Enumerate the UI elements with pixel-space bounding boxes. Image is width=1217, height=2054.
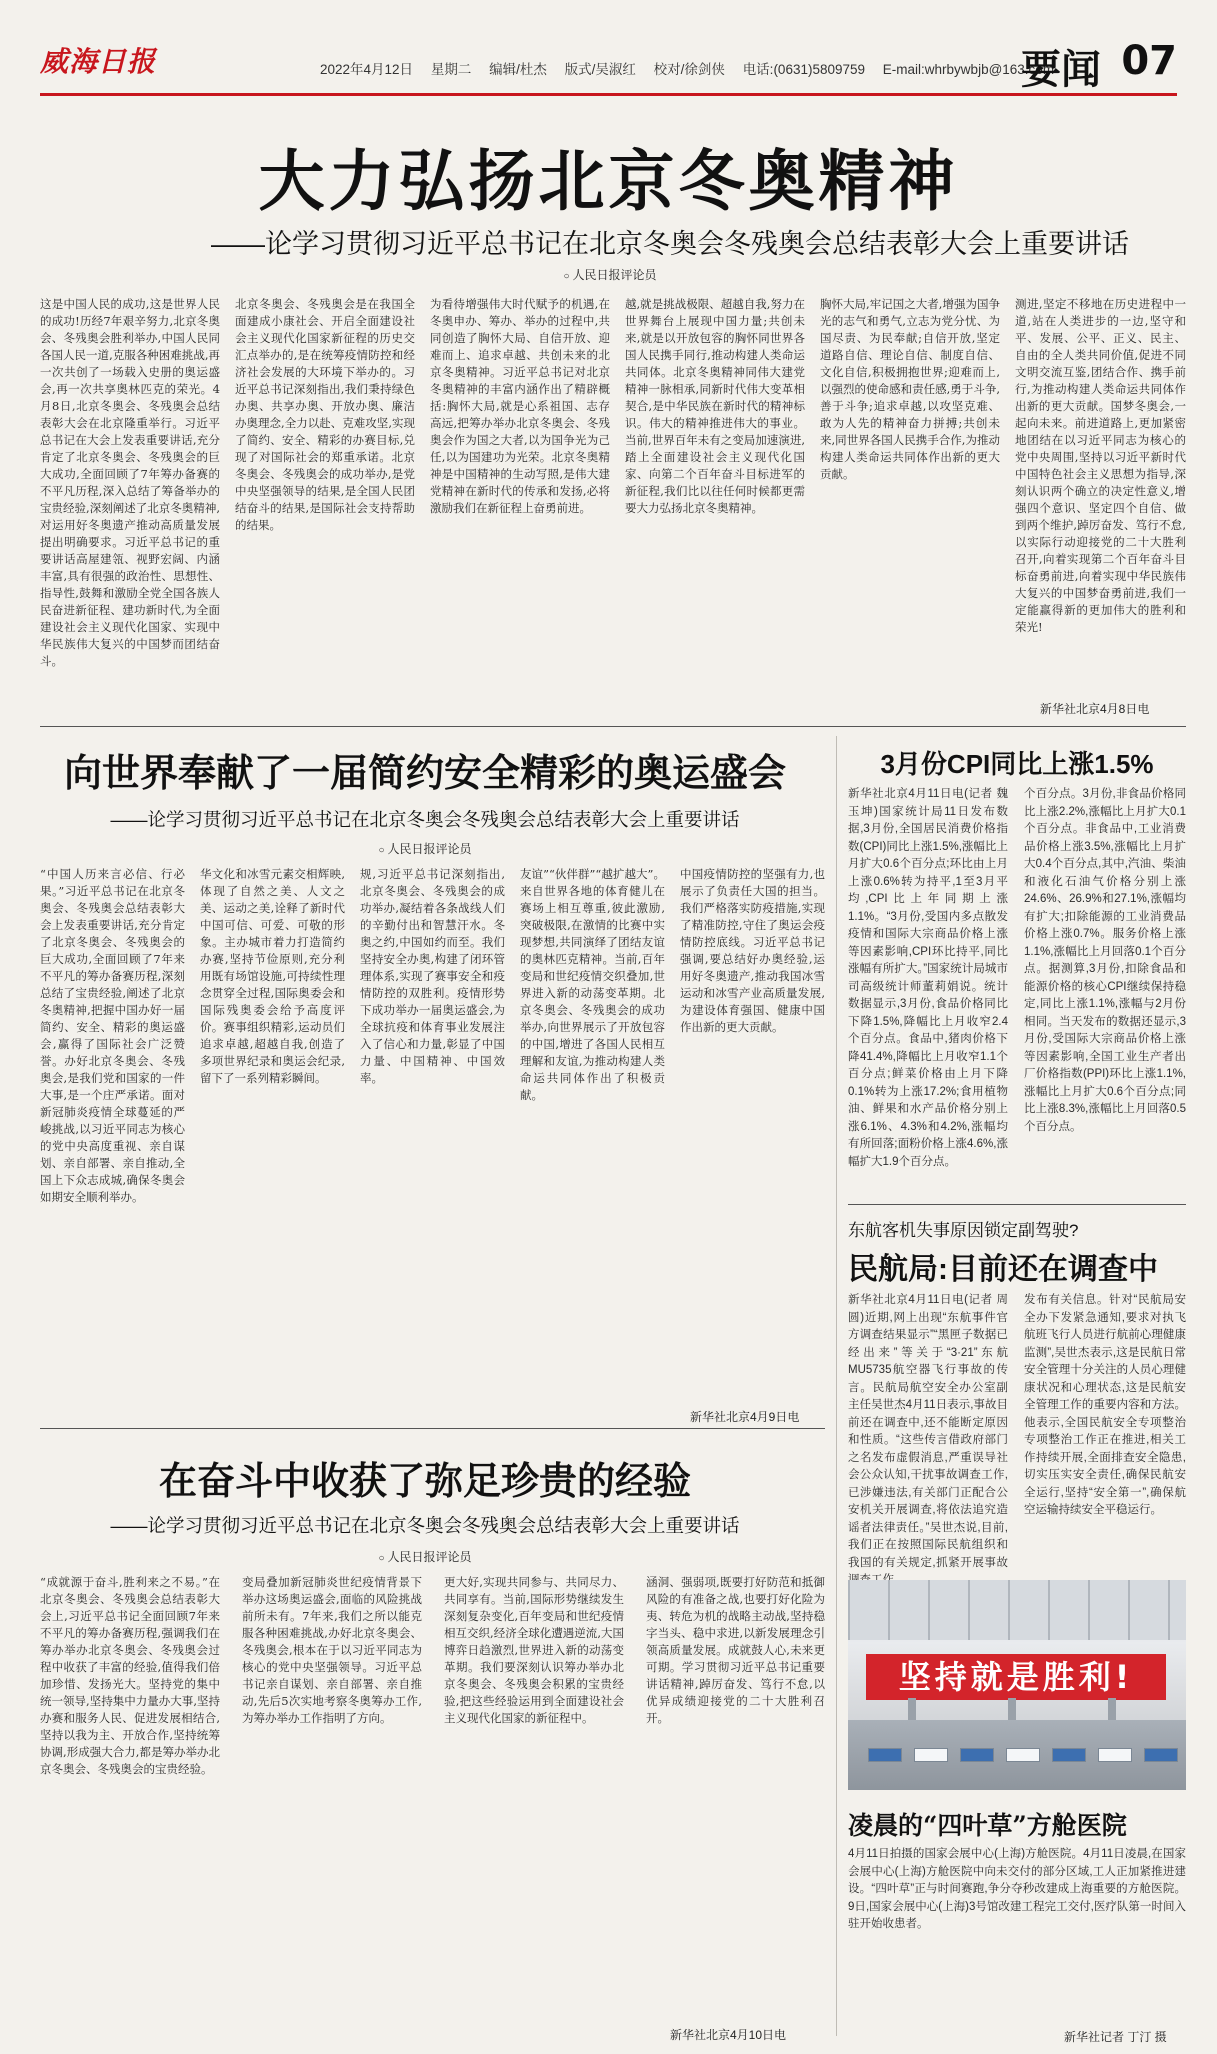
article3-source: ○ 人民日报评论员 bbox=[360, 1548, 490, 1565]
photo-bed bbox=[960, 1748, 994, 1762]
email: E-mail:whrbywbjb@163.com bbox=[882, 62, 1055, 77]
issue-meta bbox=[320, 58, 1068, 78]
article2-body bbox=[40, 866, 825, 1402]
article1-source: ○ 人民日报评论员 bbox=[540, 266, 680, 283]
editor-credit: 编辑/杜杰 bbox=[489, 62, 547, 77]
article3-subhead: ——论学习贯彻习近平总书记在北京冬奥会冬残奥会总结表彰大会上重要讲话 bbox=[110, 1515, 740, 1536]
article3-col: 更大好,实现共同参与、共同尽力、共同享有。当前,国际形势继续发生深刻复杂变化,百年变局和世纪疫情相互交织,经济全球化遭遇逆流,大国博弈日趋激烈,世界进入新的动荡变革期。我们要深刻认识筹办举办北京冬奥会、冬残奥会积累的宝贵经验,把这些经验运用到全面建设社会主义现代化国家的新征程中。 bbox=[444, 1575, 624, 1725]
phone: 电话:(0631)5809759 bbox=[742, 62, 866, 77]
article2-col: “中国人历来言必信、行必果。”习近平总书记在北京冬奥会、冬残奥会总结表彰大会上发表重要讲话,充分肯定了北京冬奥会、冬残奥会的巨大成功,全面回顾了7年来不平凡的筹办备赛历程,深刻总结了宝贵经验,阐述了北京冬奥精神,把握中国办好一届简约、安全、精彩的奥运盛会,赢得了国际社会广泛赞誉。办好北京冬奥会、冬残奥会,是我们党和国家的一件大事,是一个庄严承诺。面对新冠肺炎疫情全球蔓延的严峻挑战,以习近平同志为核心的党中央高度重视、亲自谋划、亲自部署、亲自推动,全国上下众志成城,确保冬奥会如期安全顺利举办。 bbox=[40, 867, 185, 1204]
cpi-body-col: 新华社北京4月11日电(记者 魏玉坤)国家统计局11日发布数据,3月份,全国居民消费价格指数(CPI)同比上涨1.5%,涨幅比上月扩大0.6个百分点;环比由上月上涨0.6%转为持平,1至3月平均,CPI比上年同期上涨1.1%。“3月份,受国内多点散发疫情和国际大宗商品价格上涨等因素影响,CPI环比持平,同比涨幅有所扩大。”国家统计局城市司高级统计师董莉娟说。统计数据显示,3月份,食品价格同比下降1.5%,降幅比上月收窄2.4个百分点。食品中,猪肉价格下降41.4%,降幅比上月收窄1.1个百分点;鲜菜价格由上月下降0.1%转为上涨17.2%;食用植物油、鲜果和水产品价格分别上涨6.1%、4.3%和4.2%,涨幅均有所回落;面粉价格上涨4.6%,涨幅扩大1.9个百分点。 bbox=[848, 788, 1008, 1168]
fangcang-hospital-photo bbox=[848, 1580, 1186, 1790]
article3-col: 涵洞、强弱项,既要打好防范和抵御风险的有准备之战,也要打好化险为夷、转危为机的战略主动战,坚持稳字当头、稳中求进,以新发展理念引领高质量发展。成就鼓人心,未来更可期。学习贯彻习近平总书记重要讲话精神,踔厉奋发、笃行不怠,以优异成绩迎接党的二十大胜利召开。 bbox=[646, 1575, 825, 1725]
article1-col: 这是中国人民的成功,这是世界人民的成功!历经7年艰辛努力,北京冬奥会、冬残奥会胜利举办,中国人民同各国人民一道,克服各种困难挑战,再一次共创了一场载入史册的奥运盛会,再一次共享奥林匹克的荣光。4月8日,北京冬奥会、冬残奥会总结表彰大会在北京隆重举行。习近平总书记在大会上发表重要讲话,充分肯定了北京冬奥会、冬残奥会的巨大成功,全面回顾了7年筹办备赛的不平凡历程,深入总结了筹备举办的宝贵经验,深刻阐述了北京冬奥精神,对运用好冬奥遗产推动高质量发展提出明确要求。习近平总书记的重要讲话高屋建瓴、视野宏阔、内涵丰富,具有很强的政治性、思想性、指导性,鼓舞和激励全党全国各族人民奋进新征程、建功新时代,为全面建设社会主义现代化国家、实现中华民族伟大复兴的中国梦而团结奋斗。 bbox=[40, 297, 220, 668]
photo-bed bbox=[1052, 1748, 1086, 1762]
article3-signoff: 新华社北京4月10日电 bbox=[670, 2028, 787, 2042]
photo-banner: 坚持就是胜利! bbox=[866, 1654, 1166, 1700]
article1-col: 为看待增强伟大时代赋予的机遇,在冬奥申办、筹办、举办的过程中,共同创造了胸怀大局、自信开放、迎难而上、追求卓越、共创未来的北京冬奥精神。习近平总书记对北京冬奥精神的丰富内涵作出了精辟概括:胸怀大局,就是心系祖国、志存高远,把筹办举办北京冬奥会、冬残奥会作为国之大者,以为国争光为己任,以为国建功为光荣。北京冬奥精神是中国精神的生动写照,是伟大建党精神在新时代的传承和发扬,必将激励我们在新征程上奋勇前进。 bbox=[430, 297, 610, 515]
article2-col: 华文化和冰雪元素交相辉映,体现了自然之美、人文之美、运动之美,诠释了新时代中国可信、可爱、可敬的形象。主办城市着力打造简约办赛,坚持节俭原则,充分利用既有场馆设施,可持续性理念贯穿全过程,国际奥委会和国际残奥委会给予高度评价。赛事组织精彩,运动员们追求卓越,超越自我,创造了多项世界纪录和奥运会纪录,留下了一系列精彩瞬间。 bbox=[200, 867, 345, 1085]
article3-headline: 在奋斗中收获了弥足珍贵的经验 bbox=[158, 1458, 691, 1503]
section-title: 要闻 bbox=[1021, 47, 1101, 93]
issue-weekday: 星期二 bbox=[430, 62, 472, 77]
article3-col: 变局叠加新冠肺炎世纪疫情背景下举办这场奥运盛会,面临的风险挑战前所未有。7年来,我们之所以能克服各种困难挑战,办好北京冬奥会、冬残奥会,根本在于以习近平同志为核心的党中央坚强领导。习近平总书记亲自谋划、亲自部署、亲自推动,先后5次实地考察冬奥筹办工作,为筹办举办工作指明了方向。 bbox=[242, 1575, 422, 1725]
article3-col: “成就源于奋斗,胜利来之不易。”在北京冬奥会、冬残奥会总结表彰大会上,习近平总书记全面回顾7年来不平凡的筹办备赛历程,强调我们在筹办举办北京冬奥会、冬残奥会过程中收获了丰富的经验,值得我们倍加珍惜、发扬光大。坚持党的集中统一领导,坚持集中力量办大事,坚持办赛和服务人民、促进发展相结合,坚持以我为主、开放合作,坚持统筹协调,形成强大合力,都是筹办举办北京冬奥会、冬残奥会的宝贵经验。 bbox=[40, 1575, 220, 1776]
photo-headline: 凌晨的“四叶草”方舱医院 bbox=[848, 1811, 1127, 1840]
article2-headline: 向世界奉献了一届简约安全精彩的奥运盛会 bbox=[63, 750, 786, 795]
photo-bed bbox=[1006, 1748, 1040, 1762]
article2-source: ○ 人民日报评论员 bbox=[360, 840, 490, 857]
caac-body-col: 发布有关信息。针对“民航局安全办下发紧急通知,要求对执飞航班飞行人员进行航前心理健康监测”,吴世杰表示,这是民航日常安全管理十分关注的人员心理健康状况和心理状态,这是民航安全管理工作的重要内容和方法。他表示,全国民航安全专项整治专项整治工作正在推进,相关工作持续开展,全面排查安全隐患,切实压实安全责任,确保民航安全运行,坚持“安全第一”,确保航空运输持续安全平稳运行。 bbox=[1024, 1294, 1186, 1516]
divider bbox=[836, 736, 837, 2036]
article1-signoff: 新华社北京4月8日电 bbox=[1040, 702, 1150, 716]
article2-col: 中国疫情防控的坚强有力,也展示了负责任大国的担当。我们严格落实防疫措施,实现了精准防控,守住了奥运会疫情防控底线。习近平总书记强调,要总结好办奥经验,运用好冬奥遗产,推动我国冰雪运动和冰雪产业高质量发展,为建设体育强国、健康中国作出新的更大贡献。 bbox=[680, 867, 825, 1034]
article1-subhead: ——论学习贯彻习近平总书记在北京冬奥会冬残奥会总结表彰大会上重要讲话 bbox=[211, 229, 1129, 259]
article1-headline: 大力弘扬北京冬奥精神 bbox=[258, 142, 959, 220]
issue-date: 2022年4月12日 bbox=[320, 62, 414, 77]
divider bbox=[848, 1204, 1186, 1205]
caac-headline: 民航局:目前还在调查中 bbox=[848, 1253, 1158, 1286]
divider bbox=[40, 726, 1186, 727]
article3-body bbox=[40, 1574, 825, 2020]
photo-credit: 新华社记者 丁汀 摄 bbox=[1064, 2030, 1167, 2044]
proof-credit: 校对/徐剑侠 bbox=[653, 62, 725, 77]
masthead bbox=[40, 38, 1177, 96]
newspaper-logo: 威海日报 bbox=[40, 45, 157, 78]
article1-col: 北京冬奥会、冬残奥会是在我国全面建成小康社会、开启全面建设社会主义现代化国家新征程的历史交汇点举办的,是在统筹疫情防控和经济社会发展的大环境下举办的。习近平总书记深刻指出,我们秉持绿色办奥、共享办奥、开放办奥、廉洁办奥理念,全力以赴、克难攻坚,实现了简约、安全、精彩的办赛目标,兑现了对国际社会的郑重承诺。北京冬奥会、冬残奥会的成功举办,是党中央坚强领导的结果,是全国人民团结奋斗的结果,是国际社会支持帮助的结果。 bbox=[235, 297, 415, 532]
article2-subhead: ——论学习贯彻习近平总书记在北京冬奥会冬残奥会总结表彰大会上重要讲话 bbox=[110, 809, 740, 830]
photo-bed bbox=[868, 1748, 902, 1762]
article1-body bbox=[40, 296, 1186, 696]
divider bbox=[40, 1428, 825, 1429]
article1-col: 越,就是挑战极限、超越自我,努力在世界舞台上展现中国力量;共创未来,就是以开放包容的胸怀同世界各国人民携手同行,推动构建人类命运共同体。北京冬奥精神同伟大建党精神一脉相承,同新时代伟大变革相契合,是中华民族在新时代的精神标识。伟大的精神推进伟大的事业。当前,世界百年未有之变局加速演进,踏上全面建设社会主义现代化国家、向第二个百年奋斗目标进军的新征程,我们比以往任何时候都更需要大力弘扬北京冬奥精神。 bbox=[625, 297, 805, 515]
caac-kicker: 东航客机失事原因锁定副驾驶? bbox=[848, 1221, 1079, 1240]
article1-col: 测进,坚定不移地在历史进程中一道,站在人类进步的一边,坚守和平、发展、公平、正义、民主、自由的全人类共同价值,促进不同文明交流互鉴,团结合作、携手前行,为推动构建人类命运共同体作出新的更大贡献。国梦冬奥会,一起向未来。前进道路上,更加紧密地团结在以习近平同志为核心的党中央周围,坚持以习近平新时代中国特色社会主义思想为指导,深刻认识两个确立的决定性意义,增强四个意识、坚定四个自信、做到两个维护,踔厉奋发、笃行不怠,以实际行动迎接党的二十大胜利召开,向着实现第二个百年奋斗目标奋勇前进,向着实现中华民族伟大复兴的中国梦奋勇前进,我们一定能赢得新的更加伟大的胜利和荣光! bbox=[1015, 297, 1186, 634]
caac-body-col: 新华社北京4月11日电(记者 周圆)近期,网上出现“东航事件官方调查结果显示”“黑匣子数据已经出来”等关于“3·21”东航MU5735航空器飞行事故的传言。民航局航空安全办公室副主任吴世杰4月11日表示,事故目前还在调查中,还不能断定原因和性质。“这些传言借政府部门之名发布虚假消息,严重误导社会公众认知,干扰事故调查工作,已涉嫌违法,有关部门正配合公安机关开展调查,将依法追究造谣者法律责任。”吴世杰说,目前,我们正在按照国际民航组织和我国的有关规定,抓紧开展事故 bbox=[848, 1294, 1008, 1569]
article2-col: 规,习近平总书记深刻指出,北京冬奥会、冬残奥会的成功举办,凝结着各条战线人们的辛勤付出和智慧汗水。冬奥之约,中国如约而至。我们坚持安全办奥,构建了闭环管理体系,实现了赛事安全和疫情防控的双胜利。疫情形势下成功举办一届奥运盛会,为全球抗疫和体育事业发展注入了信心和力量,彰显了中国力量、中国精神、中国效率。 bbox=[360, 867, 505, 1085]
photo-roof bbox=[848, 1580, 1186, 1640]
photo-bed bbox=[1098, 1748, 1132, 1762]
photo-bed bbox=[914, 1748, 948, 1762]
article2-signoff: 新华社北京4月9日电 bbox=[690, 1410, 800, 1424]
photo-caption: 4月11日拍摄的国家会展中心(上海)方舱医院。4月11日凌晨,在国家会展中心(上海)方舱医院中向未交付的部分区域,工人正加紧推进建设。“四叶草”正与时间赛跑,争分夺秒改建成上海重要的方舱医院。9日,国家会展中心(上海)3号馆改建工程完工交付,医疗队第一时间入驻开始收患者。 bbox=[848, 1848, 1186, 1930]
page-number: 07 bbox=[1121, 38, 1177, 84]
article2-col: 友谊”“伙伴群”“越扩越大”。来自世界各地的体育健儿在赛场上相互尊重,彼此激励,突破极限,在激情的比赛中实现梦想,共同演绎了团结友谊的奥林匹克精神。当前,百年变局和世纪疫情交织叠加,世界进入新的动荡变革期。北京冬奥会、冬残奥会的成功举办,向世界展示了开放包容的中国,增进了各国人民相互理解和友谊,为推动构建人类命运共同体作出了积极贡献。 bbox=[520, 867, 665, 1102]
cpi-headline: 3月份CPI同比上涨1.5% bbox=[880, 749, 1154, 779]
cpi-body-col: 个百分点。3月份,非食品价格同比上涨2.2%,涨幅比上月扩大0.1个百分点。非食品中,工业消费品价格上涨3.5%,涨幅比上月扩大0.4个百分点,其中,汽油、柴油和液化石油气价格分别上涨24.6%、26.9%和27.1%,涨幅均有扩大;扣除能源的工业消费品价格上涨0.7%。服务价格上涨1.1%,涨幅比上月回落0.1个百分点。据测算,3月份,扣除食品和能源价格的核心CPI继续保持稳定,同比上涨1.1%,涨幅与2月份相同。当天发布的数据还显示,3月份,受国际大宗商品价格上涨等因素影响,全国工业生产者出厂价格指数(PPI)环比上涨1.1%,涨幅比上月扩大0.6个百分点;同比上涨8.3%,涨幅比上月回落0.5个百分点。 bbox=[1024, 788, 1186, 1133]
photo-bed bbox=[1144, 1748, 1178, 1762]
design-credit: 版式/吴淑红 bbox=[564, 62, 636, 77]
article1-col: 胸怀大局,牢记国之大者,增强为国争光的志气和勇气,立志为党分忧、为国尽责、为民奉献;自信开放,坚定道路自信、理论自信、制度自信、文化自信,积极拥抱世界;迎难而上,以强烈的使命感和责任感,勇于斗争,善于斗争;追求卓越,以攻坚克难、敢为人先的精神奋力拼搏;共创未来,同世界各国人民携手合作,为推动构建人类命运共同体作出新的更大贡献。 bbox=[820, 297, 1000, 481]
